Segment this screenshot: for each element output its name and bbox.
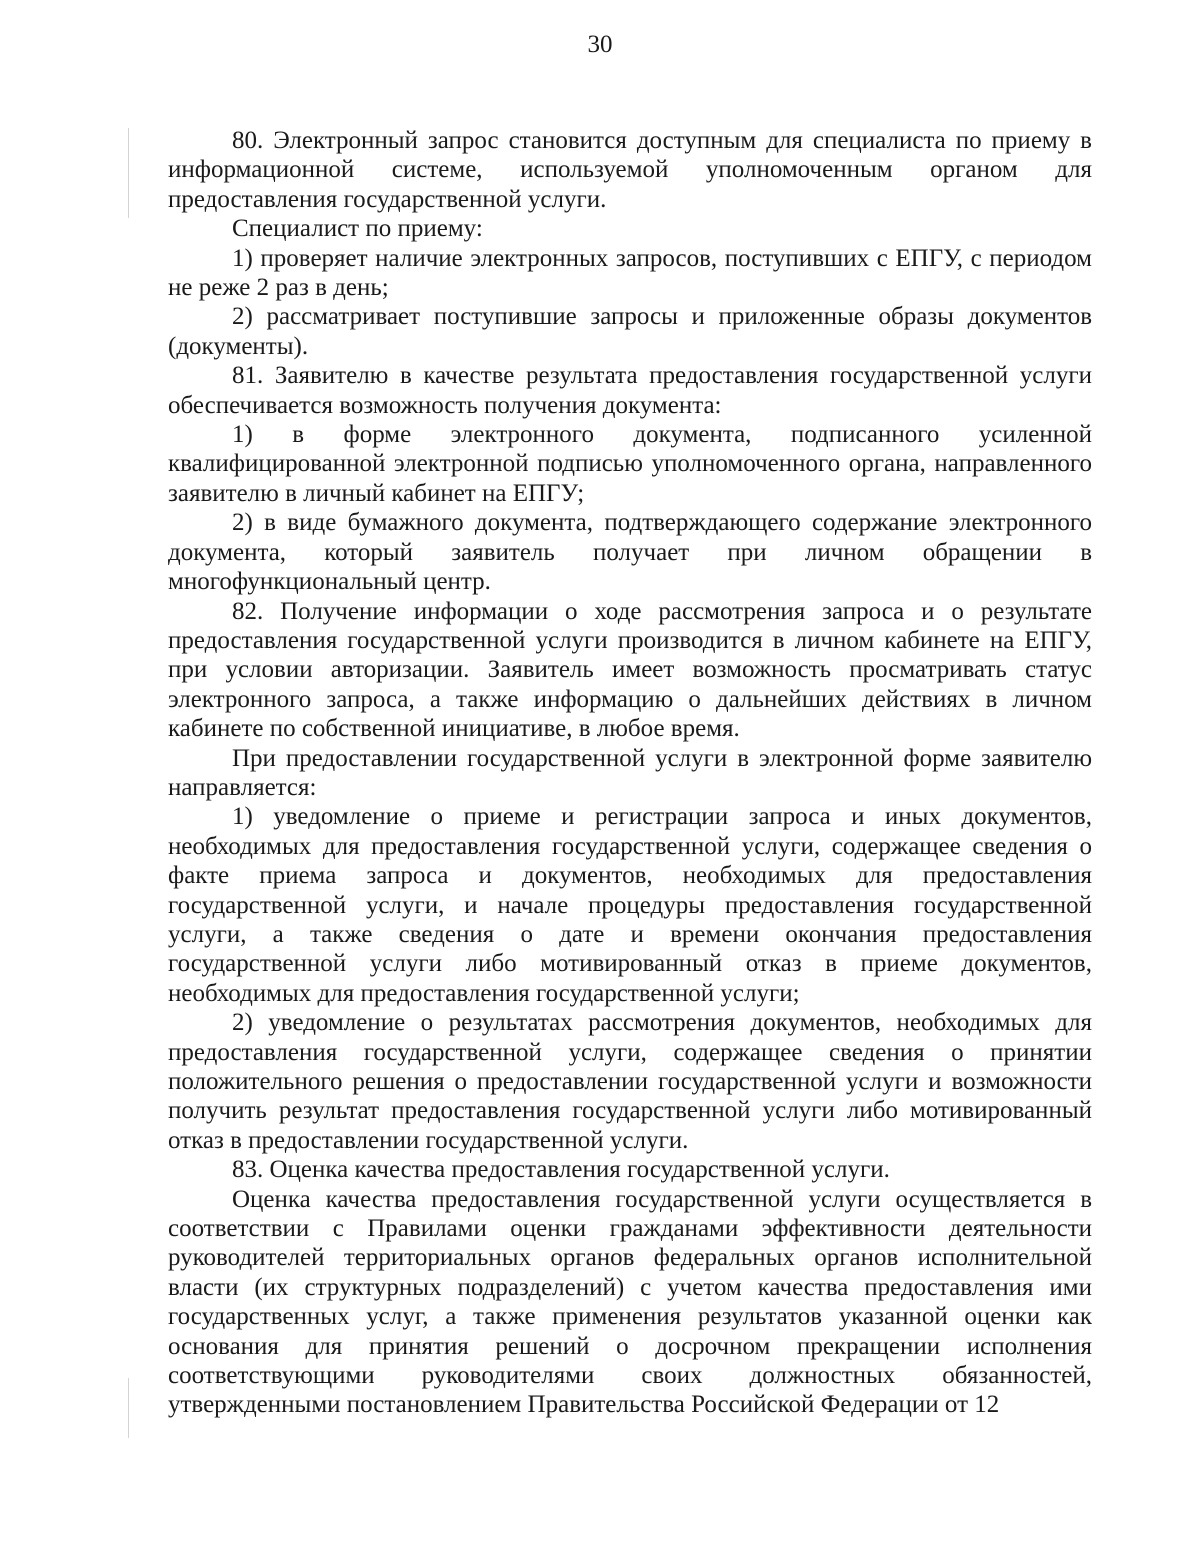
paragraph-specialist-intro: Специалист по приему: [232, 215, 483, 243]
paragraph-specialist-item-2: 2) рассматривает поступившие запросы и приложенные образы документов (документы). [168, 303, 1092, 360]
paragraph-80: 80. Электронный запрос становится доступным для специалиста по приему в информационной системе, используемой уполномоченным органом для предоставления государственной услуги. [168, 127, 1092, 213]
paragraph-notification-item-1: 1) уведомление о приеме и регистрации запроса и иных документов, необходимых для предоставления государственной услуги, содержащее сведения о факте приема запроса и документов, необходимых для предоставления государственной услуги, и начале процедуры предоставления государственной услуги, а также сведения о дате и времени окончания предоставления государственной услуги либо мотивированный отказ в приеме документов, необходимых для предоставления государственной услуги; [168, 803, 1092, 1007]
paragraph-notifications-intro: При предоставлении государственной услуги в электронной форме заявителю направляется: [168, 744, 1092, 801]
paragraph-81-item-2: 2) в виде бумажного документа, подтверждающего содержание электронного документа, который заявитель получает при личном обращении в многофункциональный центр. [168, 509, 1092, 596]
paragraph-quality-assessment: Оценка качества предоставления государственной услуги осуществляется в соответствии с Правилами оценки гражданами эффективности деятельности руководителей территориальных органов федеральных органов исполнительной власти (их структурных подразделений) с учетом качества предоставления ими государственных услуг, а также применения результатов указанной оценки как основания для принятия решений о досрочном прекращении исполнения соответствующими руководителями своих должностных обязанностей, утвержденными постановлением Правительства Российской Федерации от 12 [168, 1185, 1092, 1419]
paragraph-specialist-item-1: 1) проверяет наличие электронных запросов, поступивших с ЕПГУ, с периодом не реже 2 раз в день; [168, 244, 1092, 302]
paragraph-81-item-1: 1) в форме электронного документа, подписанного усиленной квалифицированной электронной подписью уполномоченного органа, направленного заявителю в личный кабинет на ЕПГУ; [168, 421, 1092, 507]
scan-artifact-line-bottom [128, 1378, 129, 1438]
paragraph-82: 82. Получение информации о ходе рассмотрения запроса и о результате предоставления государственной услуги производится в личном кабинете на ЕПГУ, при условии авторизации. Заявитель имеет возможность просматривать статус электронного запроса, а также информацию о дальнейших действиях в личном кабинете по собственной инициативе, в любое время. [168, 597, 1092, 743]
paragraph-83: 83. Оценка качества предоставления государственной услуги. [232, 1156, 890, 1184]
paragraph-81: 81. Заявителю в качестве результата предоставления государственной услуги обеспечивается возможность получения документа: [168, 362, 1092, 419]
page-number: 30 [587, 31, 613, 58]
scan-artifact-line-top [128, 128, 129, 218]
paragraph-notification-item-2: 2) уведомление о результатах рассмотрения документов, необходимых для предоставления государственной услуги, содержащее сведения о принятии положительного решения о предоставлении государственной услуги и возможности получить результат предоставления государственной услуги либо мотивированный отказ в предоставлении государственной услуги. [168, 1009, 1092, 1154]
document-body [168, 126, 1092, 1420]
